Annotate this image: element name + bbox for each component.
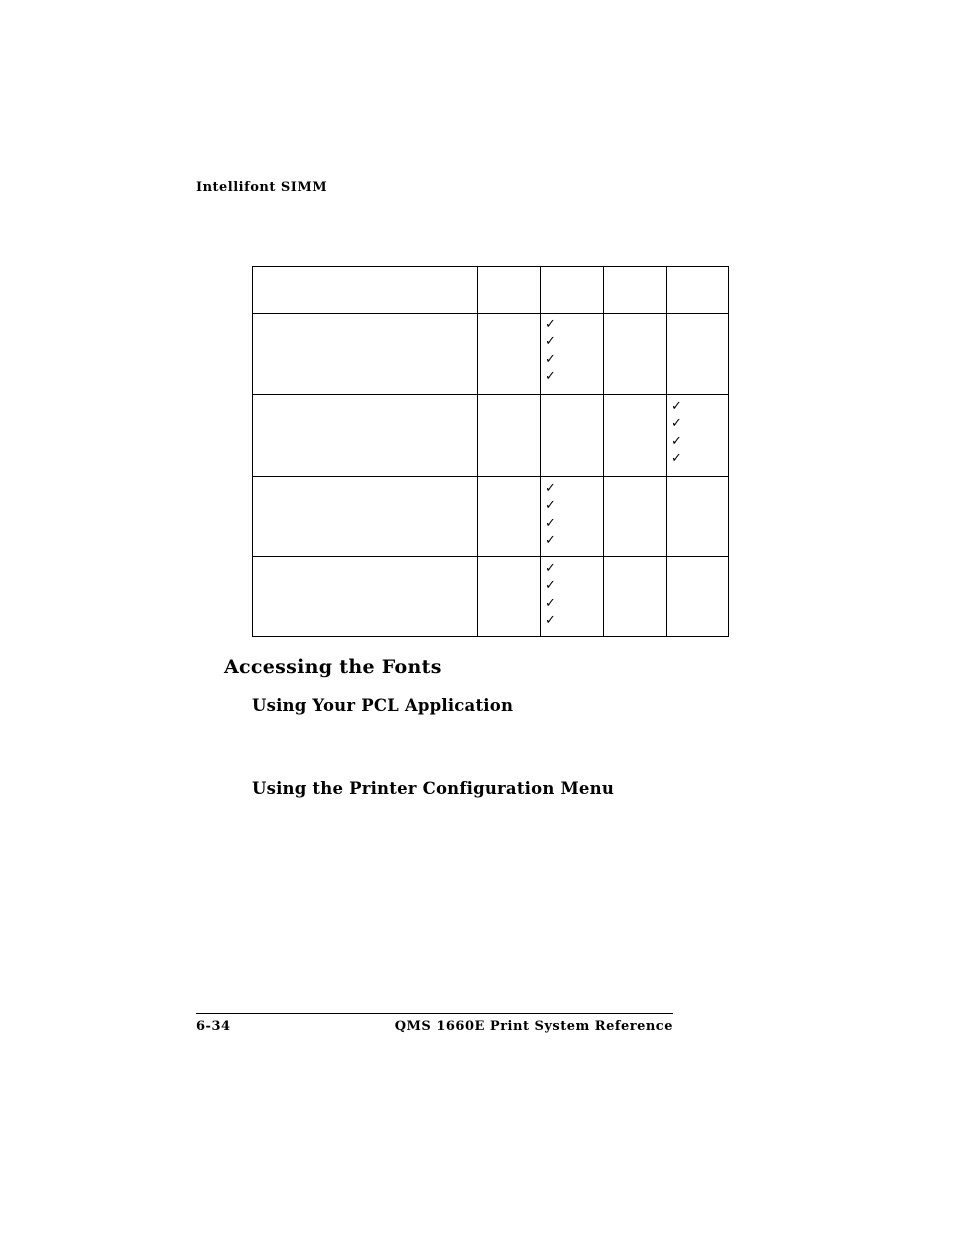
check-icon: ✓	[545, 561, 556, 576]
check-icon: ✓	[545, 532, 556, 548]
check-icon: ✓	[545, 481, 556, 496]
table-row-4-checks	[545, 560, 565, 629]
row-divider	[253, 394, 728, 395]
column-divider	[477, 267, 478, 636]
check-icon: ✓	[545, 317, 556, 332]
footer-rule	[196, 1013, 673, 1014]
font-table	[252, 266, 729, 637]
check-icon: ✓	[671, 450, 682, 466]
check-icon: ✓	[545, 351, 556, 367]
section-heading: Accessing the Fonts	[224, 656, 442, 678]
row-divider	[253, 313, 728, 314]
subsection-heading-pcl: Using Your PCL Application	[252, 696, 514, 715]
subsection-heading-config-menu: Using the Printer Configuration Menu	[252, 779, 615, 798]
check-icon: ✓	[545, 612, 556, 628]
check-icon: ✓	[671, 433, 682, 449]
check-icon: ✓	[545, 595, 556, 611]
column-divider	[666, 267, 667, 636]
row-divider	[253, 556, 728, 557]
check-icon: ✓	[545, 515, 556, 531]
check-icon: ✓	[545, 368, 556, 384]
book-title: QMS 1660E Print System Reference	[394, 1019, 673, 1034]
check-icon: ✓	[671, 399, 682, 414]
check-icon: ✓	[545, 334, 556, 350]
page-number: 6-34	[196, 1019, 231, 1034]
table-row-2-checks	[671, 398, 691, 467]
check-icon: ✓	[545, 498, 556, 514]
running-head: Intellifont SIMM	[196, 180, 328, 195]
table-row-1-checks	[545, 316, 565, 385]
row-divider	[253, 476, 728, 477]
column-divider	[603, 267, 604, 636]
check-icon: ✓	[545, 578, 556, 594]
check-icon: ✓	[671, 416, 682, 432]
table-row-3-checks	[545, 480, 565, 549]
column-divider	[540, 267, 541, 636]
